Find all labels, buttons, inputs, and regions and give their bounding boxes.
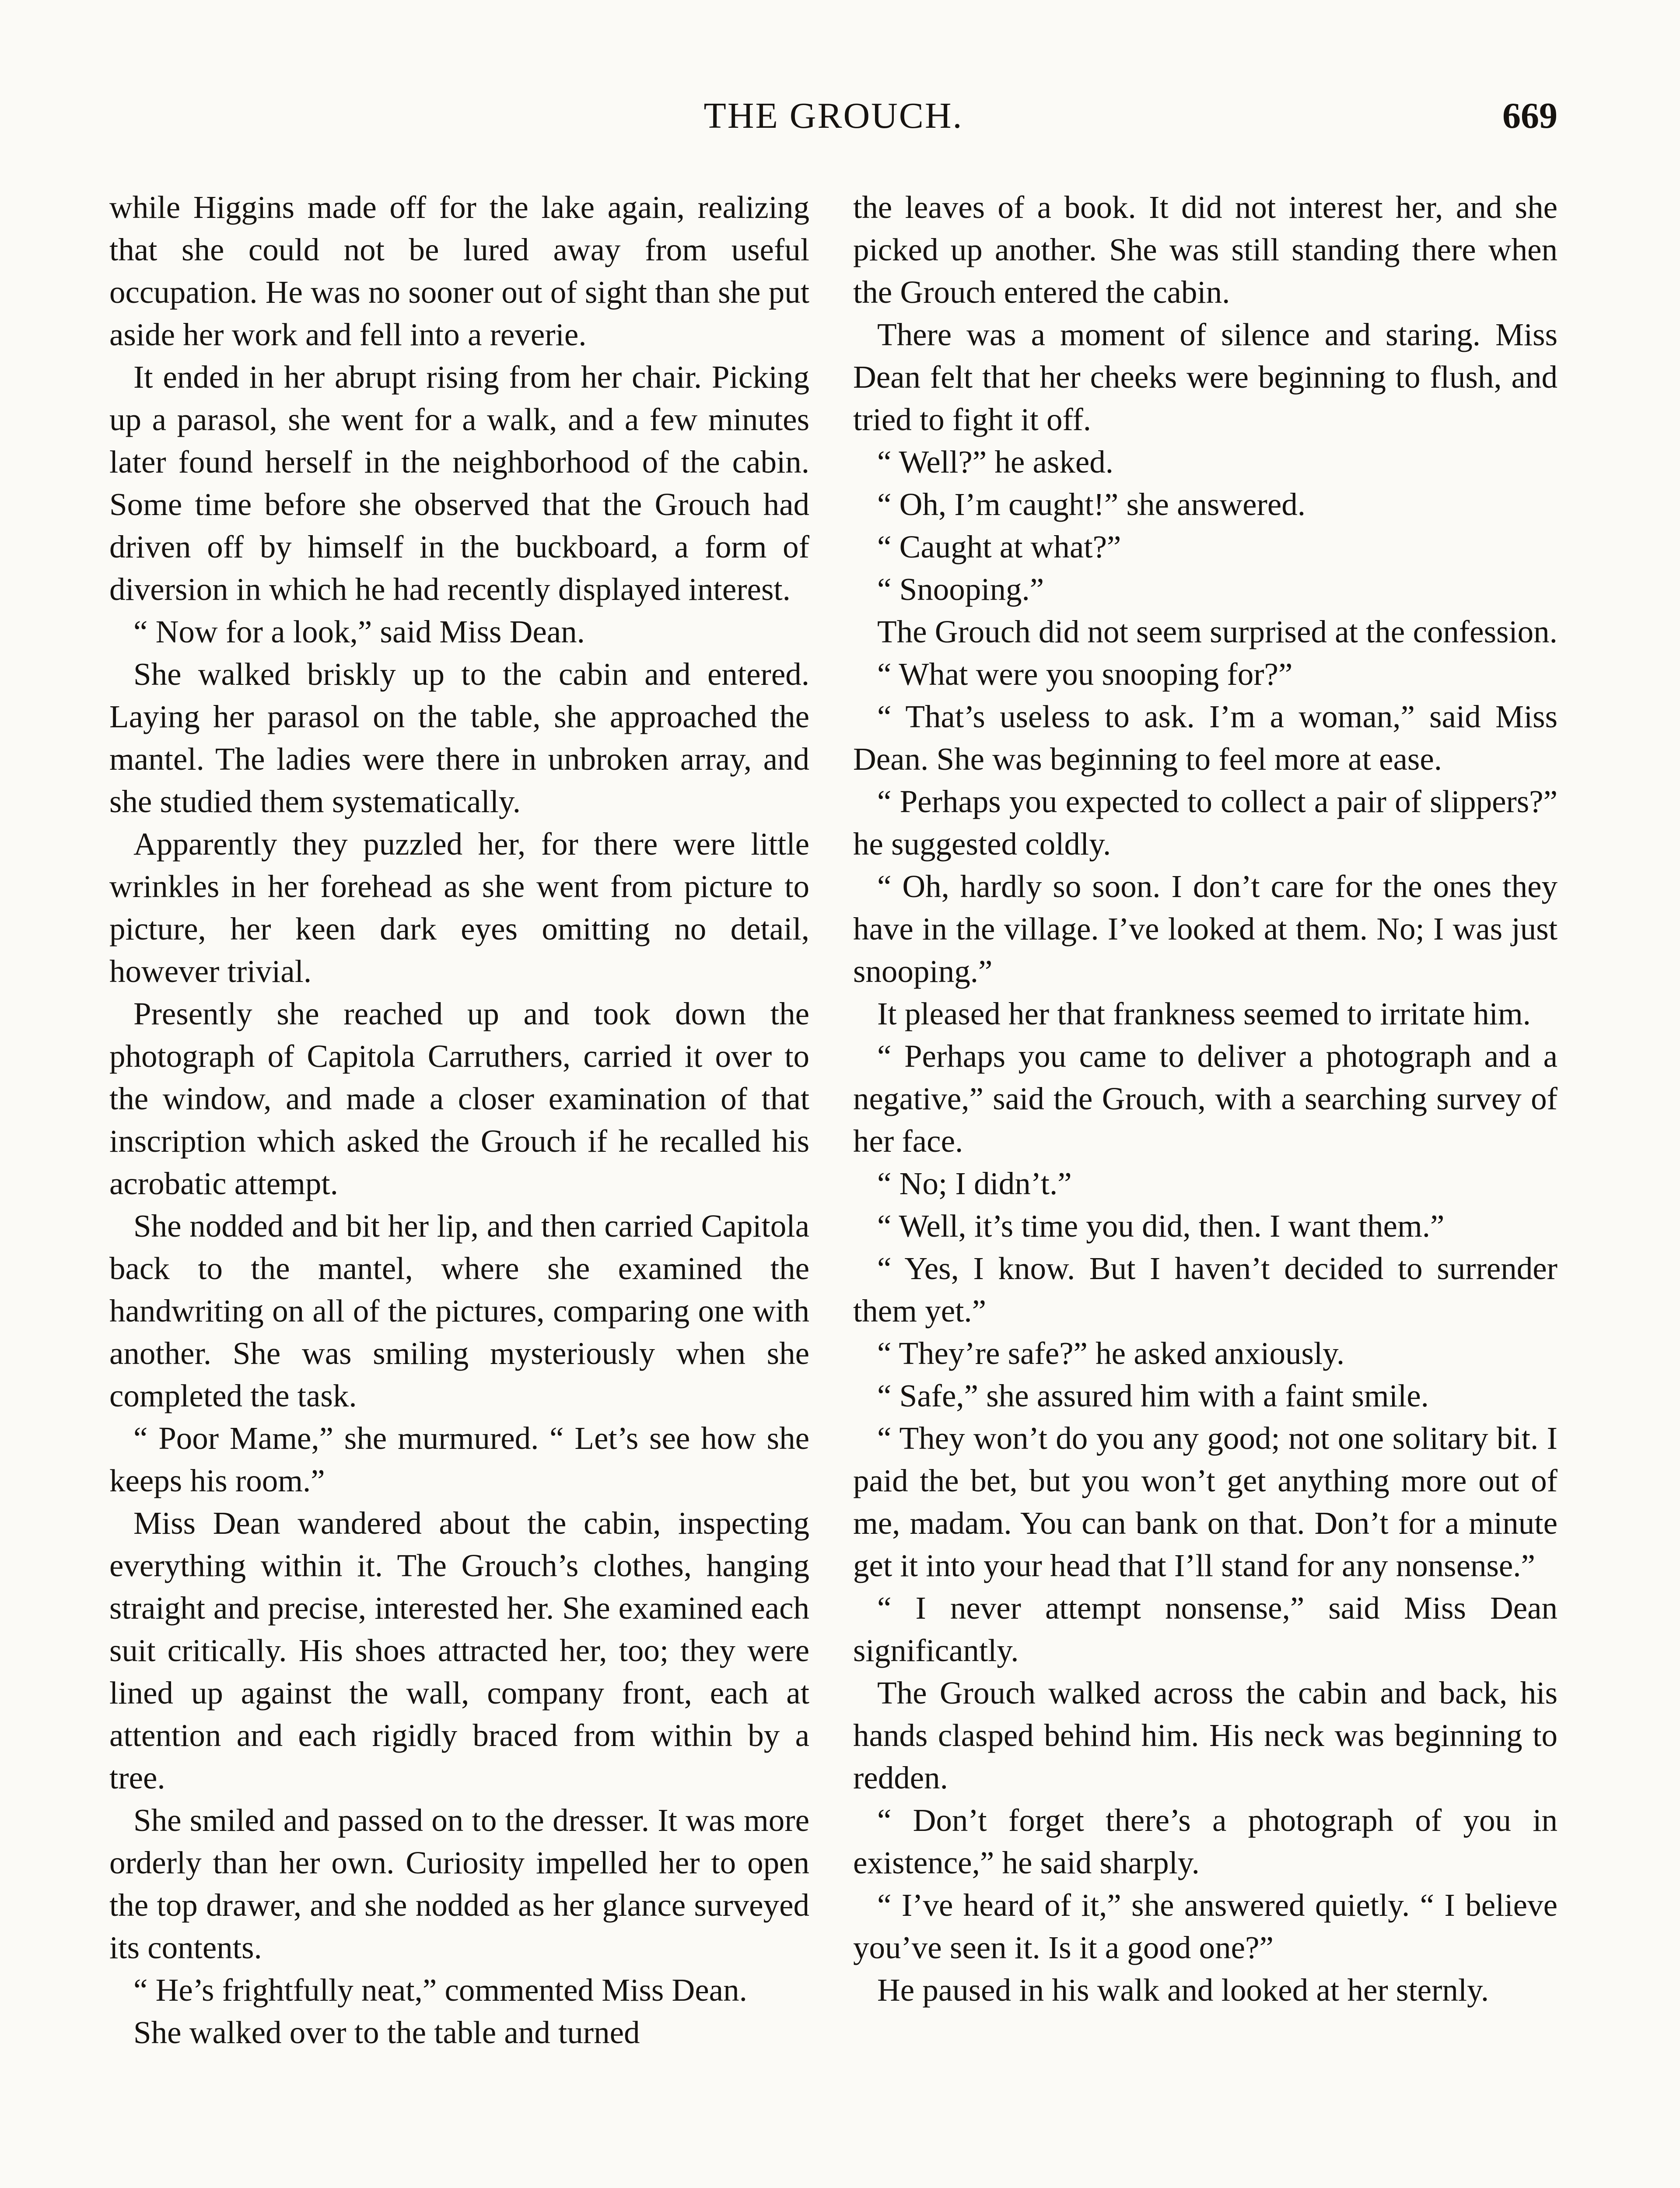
paragraph: “ Well?” he asked. [877,444,1114,480]
right-column [853,186,1558,2188]
paragraph: “ Perhaps you came to deliver a photograph and a negative,” said the Grouch, with a searching survey of her face. [853,1038,1558,1159]
running-head [109,92,1558,140]
paragraph: “ Poor Mame,” she murmured. “ Let’s see how she keeps his room.” [109,1420,809,1498]
paragraph: “ No; I didn’t.” [877,1166,1072,1201]
paragraph: “ That’s useless to ask. I’m a woman,” said Miss Dean. She was beginning to feel more at ease. [853,699,1558,777]
paragraph: “ They’re safe?” he asked anxiously. [877,1336,1345,1371]
paragraph: “ Oh, I’m caught!” she answered. [877,487,1306,522]
paragraph: The Grouch walked across the cabin and back, his hands clasped behind him. His neck was beginning to redden. [853,1675,1558,1795]
left-column [109,186,809,2188]
paragraph: “ Now for a look,” said Miss Dean. [133,614,585,649]
paragraph: “ Well, it’s time you did, then. I want them.” [877,1208,1445,1244]
paragraph: “ Caught at what?” [877,529,1121,565]
paragraph: “ They won’t do you any good; not one solitary bit. I paid the bet, but you won’t get anything more out of me, madam. You can bank on that. Don’t for a minute get it into your head that I’ll stand for any nonsense.” [853,1420,1558,1583]
paragraph: “ Don’t forget there’s a photograph of you in existence,” he said sharply. [853,1802,1558,1880]
paragraph: She nodded and bit her lip, and then carried Capitola back to the mantel, where she examined the handwriting on all of the pictures, comparing one with another. She was smiling mysteriously when she completed the task. [109,1208,809,1413]
paragraph: “ Safe,” she assured him with a faint smile. [877,1378,1429,1413]
paragraph: “ He’s frightfully neat,” commented Miss Dean. [133,1972,747,2008]
paragraph: “ Snooping.” [877,572,1044,607]
paragraph: There was a moment of silence and staring. Miss Dean felt that her cheeks were beginning to flush, and tried to fight it off. [853,317,1558,437]
paragraph: Presently she reached up and took down the photograph of Capitola Carruthers, carried it over to the window, and made a closer examination of that inscription which asked the Grouch if he recalled his acrobatic attempt. [109,996,809,1201]
paragraph: “ I’ve heard of it,” she answered quietly. “ I believe you’ve seen it. Is it a good one?” [853,1887,1558,1965]
paragraph: Miss Dean wandered about the cabin, inspecting everything within it. The Grouch’s clothes, hanging straight and precise, interested her. She examined each suit critically. His shoes attracted her, too; they were lined up against the wall, company front, each at attention and each rigidly braced from within by a tree. [109,1505,809,1795]
paragraph: She walked over to the table and turned [133,2015,640,2050]
paragraph: Apparently they puzzled her, for there were little wrinkles in her forehead as she went from picture to picture, her keen dark eyes omitting no detail, however trivial. [109,826,809,989]
paragraph: It ended in her abrupt rising from her chair. Picking up a parasol, she went for a walk, and a few minutes later found herself in the neighborhood of the cabin. Some time before she observed that the Grouch had driven off by himself in the buckboard, a form of diversion in which he had recently displayed interest. [109,359,809,607]
paragraph: She smiled and passed on to the dresser. It was more orderly than her own. Curiosity impelled her to open the top drawer, and she nodded as her glance surveyed its contents. [109,1802,809,1965]
paragraph: He paused in his walk and looked at her sternly. [877,1972,1489,2008]
paragraph: while Higgins made off for the lake again, realizing that she could not be lured away from useful occupation. He was no sooner out of sight than she put aside her work and fell into a reverie. [109,189,809,352]
running-title: THE GROUCH. [704,95,963,136]
paragraph: The Grouch did not seem surprised at the confession. [877,614,1558,649]
paragraph: “ Yes, I know. But I haven’t decided to surrender them yet.” [853,1251,1558,1329]
paragraph: “ What were you snooping for?” [877,656,1293,692]
paragraph: “ Perhaps you expected to collect a pair of slippers?” he suggested coldly. [853,784,1558,862]
paragraph: “ I never attempt nonsense,” said Miss Dean significantly. [853,1590,1558,1668]
paragraph: It pleased her that frankness seemed to irritate him. [877,996,1531,1031]
paragraph: She walked briskly up to the cabin and entered. Laying her parasol on the table, she approached the mantel. The ladies were there in unbroken array, and she studied them systematically. [109,656,809,819]
page-number: 669 [1502,95,1558,136]
paragraph: the leaves of a book. It did not interest her, and she picked up another. She was still standing there when the Grouch entered the cabin. [853,189,1558,310]
paragraph: “ Oh, hardly so soon. I don’t care for the ones they have in the village. I’ve looked at them. No; I was just snooping.” [853,869,1558,989]
